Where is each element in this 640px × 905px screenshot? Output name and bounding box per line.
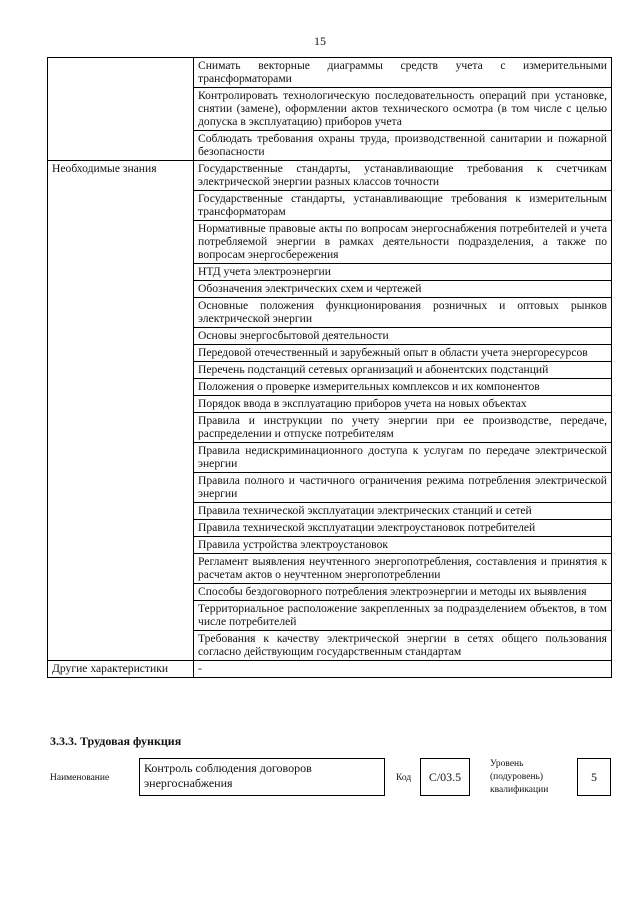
function-header-row: [50, 758, 610, 808]
row-content-cell: Передовой отечественный и зарубежный опыт в области учета энергоресурсов: [194, 345, 612, 362]
row-content-cell: Регламент выявления неучтенного энергопотребления, составления и принятия к расчетам актов о неучтенном энергопотреблении: [194, 554, 612, 584]
name-value-box: Контроль соблюдения договоров энергоснабжения: [139, 758, 385, 796]
level-label: Уровень (подуровень) квалификации: [490, 759, 549, 795]
code-value-box: C/03.5: [420, 758, 470, 796]
row-content-cell: Территориальное расположение закрепленных за подразделением объектов, в том числе потребителей: [194, 601, 612, 631]
row-content-cell: Государственные стандарты, устанавливающие требования к измерительным трансформаторам: [194, 191, 612, 221]
row-content-cell: Правила полного и частичного ограничения режима потребления электрической энергии: [194, 473, 612, 503]
row-content-cell: Способы бездоговорного потребления электроэнергии и методы их выявления: [194, 584, 612, 601]
row-content-cell: Требования к качеству электрической энергии в сетях общего пользования согласно действующим государственным стандартам: [194, 631, 612, 661]
row-content-cell: Правила устройства электроустановок: [194, 537, 612, 554]
row-content-cell: Контролировать технологическую последовательность операций при установке, снятии (замене), оформлении актов технического осмотра (в том числе с целью допуска в эксплуатацию) приборов учета: [194, 88, 612, 131]
table-row: [48, 58, 612, 88]
section-title: 3.3.3. Трудовая функция: [50, 734, 182, 748]
row-content-cell: Правила технической эксплуатации электрических станций и сетей: [194, 503, 612, 520]
row-content-cell: Положения о проверке измерительных комплексов и их компонентов: [194, 379, 612, 396]
name-label: Наименование: [50, 773, 110, 783]
table-row: [48, 161, 612, 191]
level-value-box: 5: [577, 758, 611, 796]
row-label-cell: Необходимые знания: [48, 161, 194, 661]
table-row: [48, 661, 612, 678]
row-content-cell: Нормативные правовые акты по вопросам энергоснабжения потребителей и учета потребляемой энергии в рамках деятельности подразделения, а также по вопросам энергосбережения: [194, 221, 612, 264]
row-content-cell: Основы энергосбытовой деятельности: [194, 328, 612, 345]
row-content-cell: Снимать векторные диаграммы средств учета с измерительными трансформаторами: [194, 58, 612, 88]
row-content-cell: Основные положения функционирования розничных и оптовых рынков электрической энергии: [194, 298, 612, 328]
row-content-cell: Правила и инструкции по учету энергии при ее производстве, передаче, распределении и отпуске потребителям: [194, 413, 612, 443]
row-content-cell: Государственные стандарты, устанавливающие требования к счетчикам электрической энергии разных классов точности: [194, 161, 612, 191]
row-content-cell: Правила недискриминационного доступа к услугам по передаче электрической энергии: [194, 443, 612, 473]
row-label-cell: Другие характеристики: [48, 661, 194, 678]
row-content-cell: Обозначения электрических схем и чертежей: [194, 281, 612, 298]
row-content-cell: Перечень подстанций сетевых организаций и абонентских подстанций: [194, 362, 612, 379]
page-number: 15: [314, 34, 326, 48]
work-function-table: [47, 57, 612, 678]
row-content-cell: -: [194, 661, 612, 678]
row-content-cell: Правила технической эксплуатации электроустановок потребителей: [194, 520, 612, 537]
row-content-cell: Соблюдать требования охраны труда, производственной санитарии и пожарной безопасности: [194, 131, 612, 161]
row-content-cell: Порядок ввода в эксплуатацию приборов учета на новых объектах: [194, 396, 612, 413]
row-content-cell: НТД учета электроэнергии: [194, 264, 612, 281]
code-label: Код: [396, 773, 412, 783]
table-body: [48, 58, 612, 678]
row-label-cell: [48, 58, 194, 161]
